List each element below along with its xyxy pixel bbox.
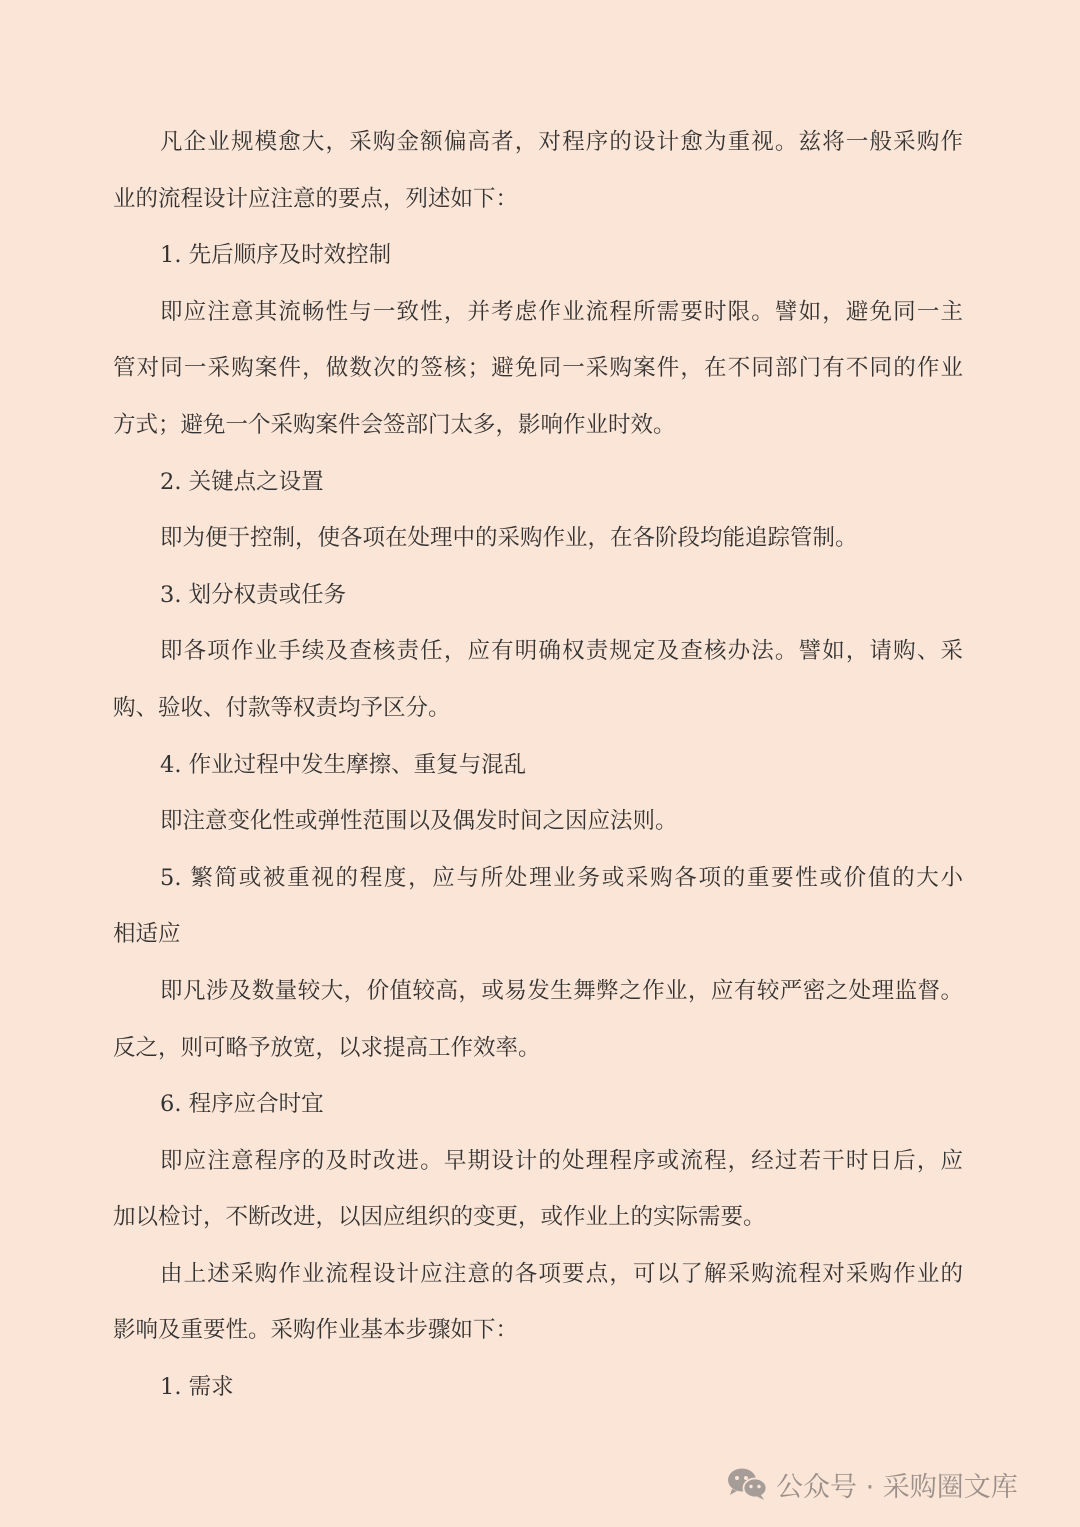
text-line: 即为便于控制，使各项在处理中的采购作业，在各阶段均能追踪管制。 (160, 525, 858, 552)
text-line: 加以检讨，不断改进，以因应组织的变更，或作业上的实际需要。 (113, 1204, 766, 1231)
section-heading: 4. 作业过程中发生摩擦、重复与混乱 (160, 751, 527, 778)
text-line: 即凡涉及数量较大，价值较高，或易发生舞弊之作业，应有较严密之处理监督。 (160, 977, 963, 1004)
section-heading: 1. 需求 (160, 1374, 234, 1401)
text-line: 即注意变化性或弹性范围以及偶发时间之因应法则。 (160, 808, 678, 835)
text-line: 方式；避免一个采购案件会签部门太多，影响作业时效。 (113, 411, 676, 438)
text-line: 由上述采购作业流程设计应注意的各项要点，可以了解采购流程对采购作业的 (160, 1260, 963, 1287)
text-line: 购、验收、付款等权责均予区分。 (113, 694, 451, 721)
text-line: 即应注意程序的及时改进。早期设计的处理程序或流程，经过若干时日后，应 (160, 1147, 963, 1174)
text-line: 反之，则可略予放宽，以求提高工作效率。 (113, 1034, 541, 1061)
section-heading: 5. 繁简或被重视的程度，应与所处理业务或采购各项的重要性或价值的大小 (160, 864, 963, 891)
text-line: 业的流程设计应注意的要点，列述如下： (113, 185, 519, 212)
text-line: 影响及重要性。采购作业基本步骤如下： (113, 1317, 519, 1344)
watermark-text: 公众号 · 采购圈文库 (776, 1471, 1018, 1503)
section-heading: 3. 划分权责或任务 (160, 581, 347, 608)
section-heading: 2. 关键点之设置 (160, 468, 324, 495)
text-line: 即各项作业手续及查核责任，应有明确权责规定及查核办法。譬如，请购、采 (160, 638, 963, 665)
section-heading: 1. 先后顺序及时效控制 (160, 242, 392, 269)
watermark (726, 1462, 1018, 1506)
section-heading: 6. 程序应合时宜 (160, 1091, 324, 1118)
document-body (113, 114, 963, 1416)
text-line: 即应注意其流畅性与一致性，并考虑作业流程所需要时限。譬如，避免同一主 (160, 298, 963, 325)
wechat-icon (726, 1467, 768, 1501)
section-heading-continued: 相适应 (113, 921, 181, 948)
text-line: 管对同一采购案件，做数次的签核；避免同一采购案件，在不同部门有不同的作业 (113, 355, 963, 382)
text-line: 凡企业规模愈大，采购金额偏高者，对程序的设计愈为重视。兹将一般采购作 (160, 129, 963, 155)
